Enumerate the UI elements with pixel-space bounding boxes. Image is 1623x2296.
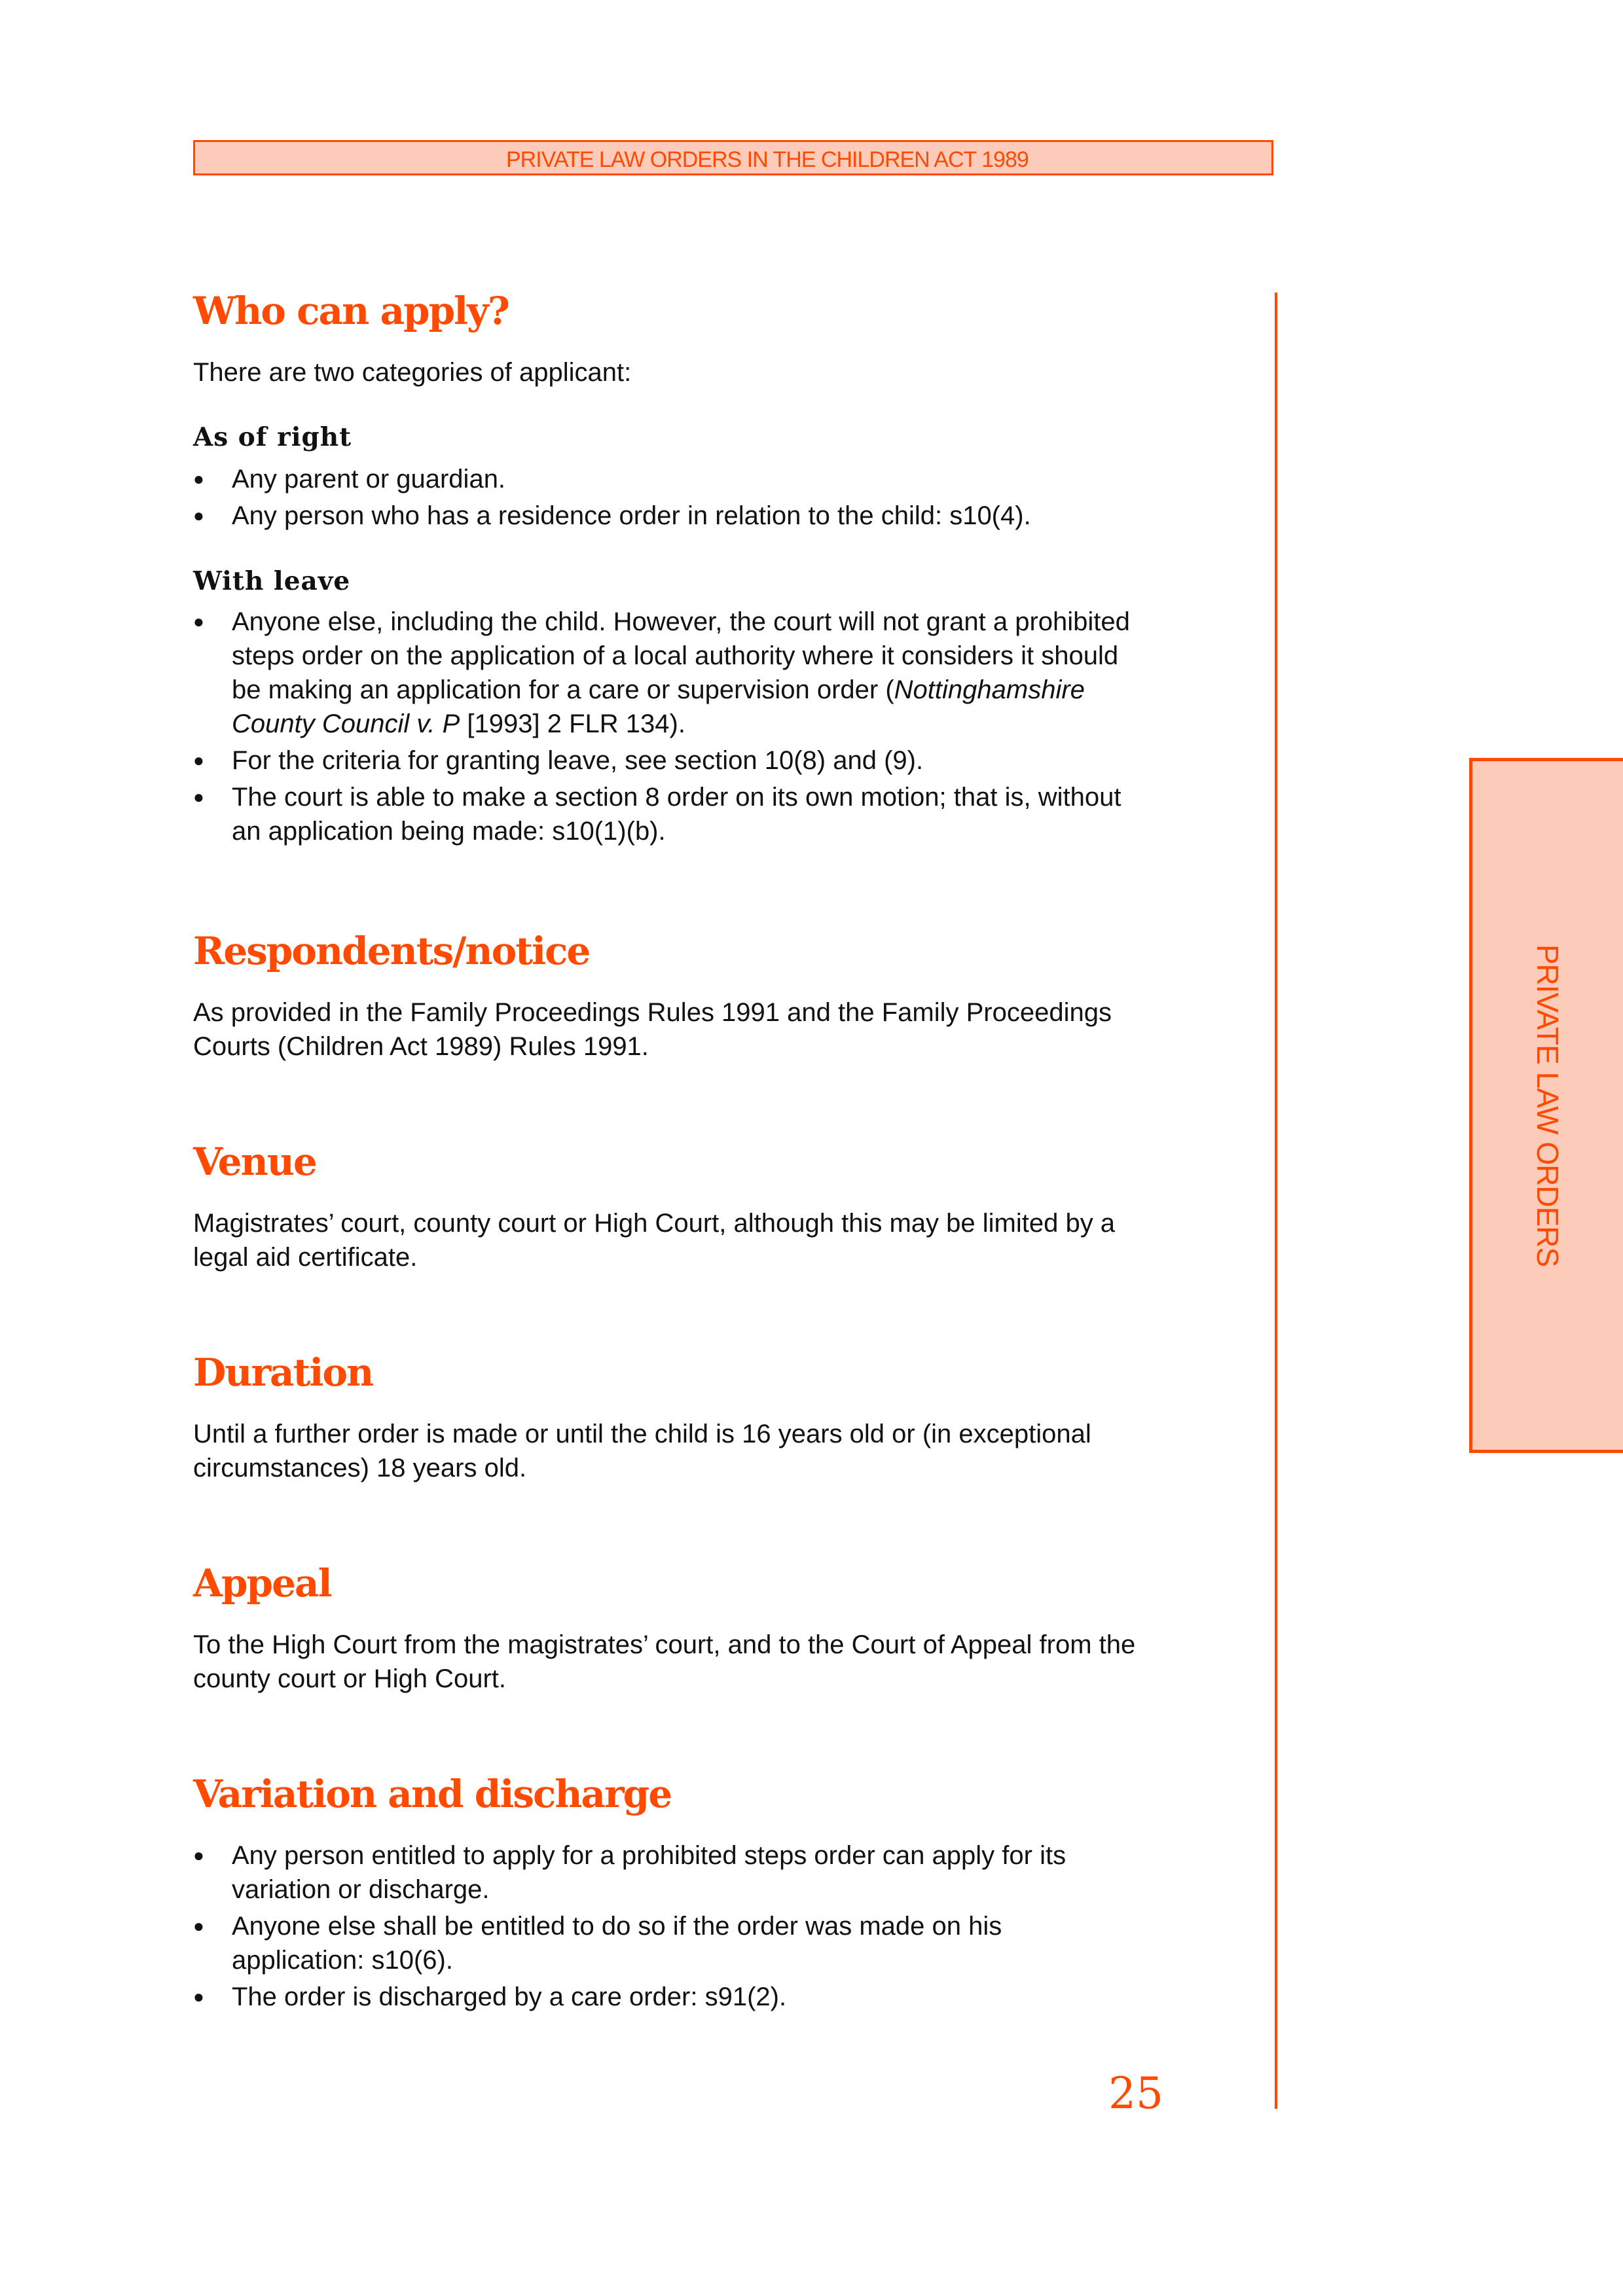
section-variation bbox=[193, 1771, 1169, 2014]
section-duration bbox=[193, 1350, 1169, 1485]
page-number: 25 bbox=[1108, 2068, 1163, 2119]
respondents-text: As provided in the Family Proceedings Rules 1991 and the Family Proceedings Courts (Children Act 1989) Rules 1991. bbox=[193, 998, 1112, 1061]
subheading-with-leave: With leave bbox=[193, 566, 351, 596]
list-item bbox=[193, 605, 1136, 741]
list-item: ● The court is able to make a section 8 order on its own motion; that is, without an application being made: s10(1)(b). bbox=[193, 780, 1136, 848]
heading-respondents: Respondents/notice bbox=[193, 929, 590, 973]
running-header-text: PRIVATE LAW ORDERS IN THE CHILDREN ACT 1989 bbox=[506, 147, 1029, 172]
duration-text: Until a further order is made or until the child is 16 years old or (in exceptional circumstances) 18 years old. bbox=[193, 1420, 1091, 1482]
as-of-right-list bbox=[193, 462, 1156, 533]
with-leave-list bbox=[193, 605, 1136, 848]
side-tab-label: PRIVATE LAW ORDERS bbox=[1531, 944, 1565, 1267]
item-text: Anyone else, including the child. However, the court will not grant a prohibited steps order on the application of a local authority where it considers it should be making an application for a care or supervision order ( bbox=[232, 607, 1130, 704]
list-item: ● The order is discharged by a care order: s91(2). bbox=[193, 1980, 1136, 2014]
appeal-text: To the High Court from the magistrates’ court, and to the Court of Appeal from the county court or High Court. bbox=[193, 1630, 1136, 1693]
list-item: ● For the criteria for granting leave, see section 10(8) and (9). bbox=[193, 744, 1136, 778]
variation-list bbox=[193, 1839, 1136, 2014]
margin-rule bbox=[1275, 293, 1277, 2109]
intro-text: There are two categories of applicant: bbox=[193, 358, 632, 387]
heading-variation: Variation and discharge bbox=[193, 1772, 672, 1816]
subheading-as-of-right: As of right bbox=[193, 422, 352, 452]
item-text: [1993] 2 FLR 134). bbox=[460, 709, 685, 738]
side-thumb-tab bbox=[1469, 758, 1623, 1453]
section-appeal bbox=[193, 1560, 1169, 1696]
running-header bbox=[193, 140, 1273, 175]
heading-duration: Duration bbox=[193, 1350, 373, 1395]
section-venue bbox=[193, 1139, 1169, 1274]
heading-venue: Venue bbox=[193, 1139, 316, 1184]
heading-appeal: Appeal bbox=[193, 1561, 331, 1605]
list-item: ● Any person who has a residence order in relation to the child: s10(4). bbox=[193, 499, 1156, 533]
list-item: ● Anyone else shall be entitled to do so if the order was made on his application: s10(6). bbox=[193, 1909, 1136, 1977]
section-who-can-apply bbox=[193, 288, 1169, 848]
venue-text: Magistrates’ court, county court or High Court, although this may be limited by a legal aid certificate. bbox=[193, 1209, 1116, 1272]
list-item: ● Any person entitled to apply for a prohibited steps order can apply for its variation or discharge. bbox=[193, 1839, 1136, 1907]
case-citation: Nottinghamshire County Council v. P bbox=[232, 675, 1085, 738]
list-item: ● Any parent or guardian. bbox=[193, 462, 1156, 496]
section-respondents bbox=[193, 928, 1169, 1064]
heading-who-can-apply: Who can apply? bbox=[193, 289, 509, 333]
